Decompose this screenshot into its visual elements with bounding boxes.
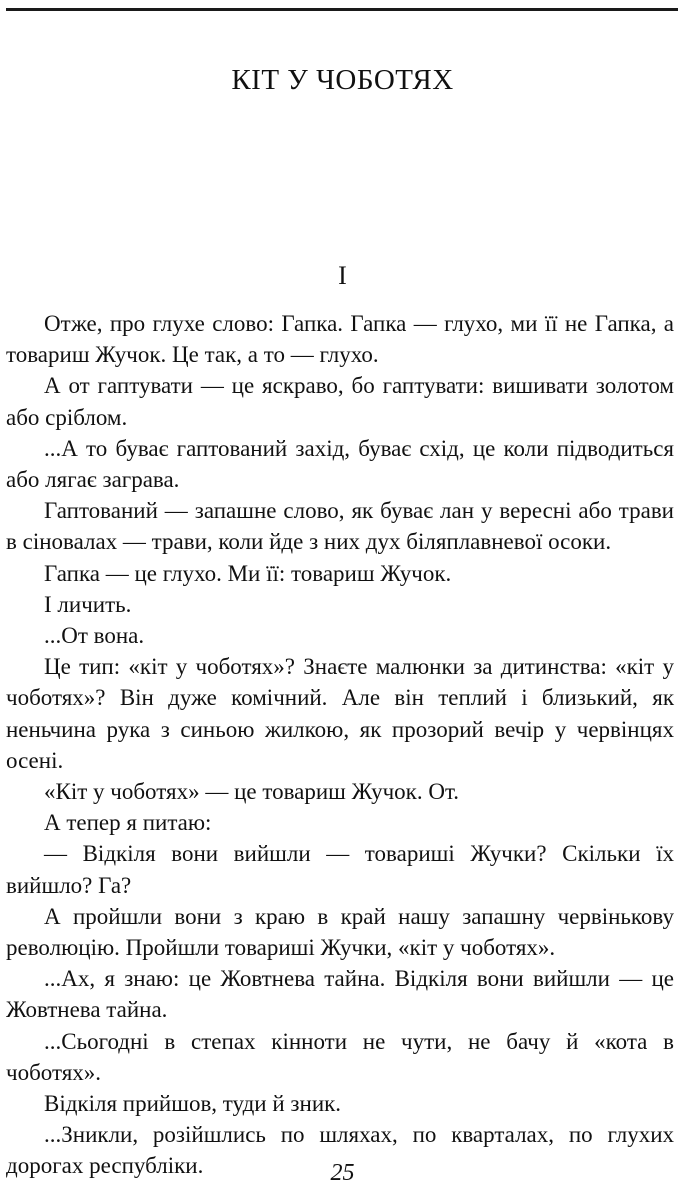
paragraph: ...А то буває гаптований захід, буває схід, це коли підводиться або лягає заграва. [6, 435, 674, 493]
paragraph: ...Сьогодні в степах кінноти не чути, не бачу й «кота в чоботях». [6, 1028, 674, 1085]
paragraph: Отже, про глухе слово: Гапка. Гапка — глухо, ми її не Гапка, а товариш Жучок. Це так, а то — глухо. [6, 311, 674, 368]
paragraph: А от гаптувати — це яскраво, бо гаптувати: вишивати золотом або сріблом. [6, 373, 674, 430]
paragraph: «Кіт у чоботях» — це товариш Жучок. От. [44, 779, 460, 805]
paragraph: ...Зникли, розійшлись по шляхах, по кварталах, по глухих дорогах республіки. [6, 1122, 674, 1179]
paragraph: Це тип: «кіт у чоботях»? Знаєте малюнки за дитинства: «кіт у чоботях»? Він дуже комічний. Але він теплий і близький, як неньчина рука з синьою жилкою, як прозорий вечір у червінцях осені. [6, 654, 674, 773]
paragraph: Гаптований — запашне слово, як буває лан у вересні або трави в сіновалах — трави, коли йде з них дух біляплавневої осоки. [6, 498, 674, 555]
story-text [6, 308, 674, 1182]
paragraph: ...Ах, я знаю: це Жовтнева тайна. Відкіля вони вийшли — це Жовтнева тайна. [6, 966, 674, 1023]
paragraph: — Відкіля вони вийшли — товариші Жучки? Скільки їх вийшло? Га? [6, 841, 674, 898]
header-rule [6, 8, 678, 11]
paragraph: А пройшли вони з краю в край нашу запашну червінькову революцію. Пройшли товариші Жучки, «кіт у чоботях». [6, 903, 674, 961]
chapter-number: І [338, 261, 347, 290]
story-title: КІТ У ЧОБОТЯХ [231, 64, 454, 96]
paragraph: ...От вона. [44, 623, 145, 649]
paragraph: І личить. [44, 591, 132, 617]
page-number: 25 [330, 1160, 355, 1186]
paragraph: Відкіля прийшов, туди й зник. [44, 1091, 342, 1117]
paragraph: Гапка — це глухо. Ми її: товариш Жучок. [44, 560, 452, 586]
paragraph: А тепер я питаю: [44, 810, 212, 836]
